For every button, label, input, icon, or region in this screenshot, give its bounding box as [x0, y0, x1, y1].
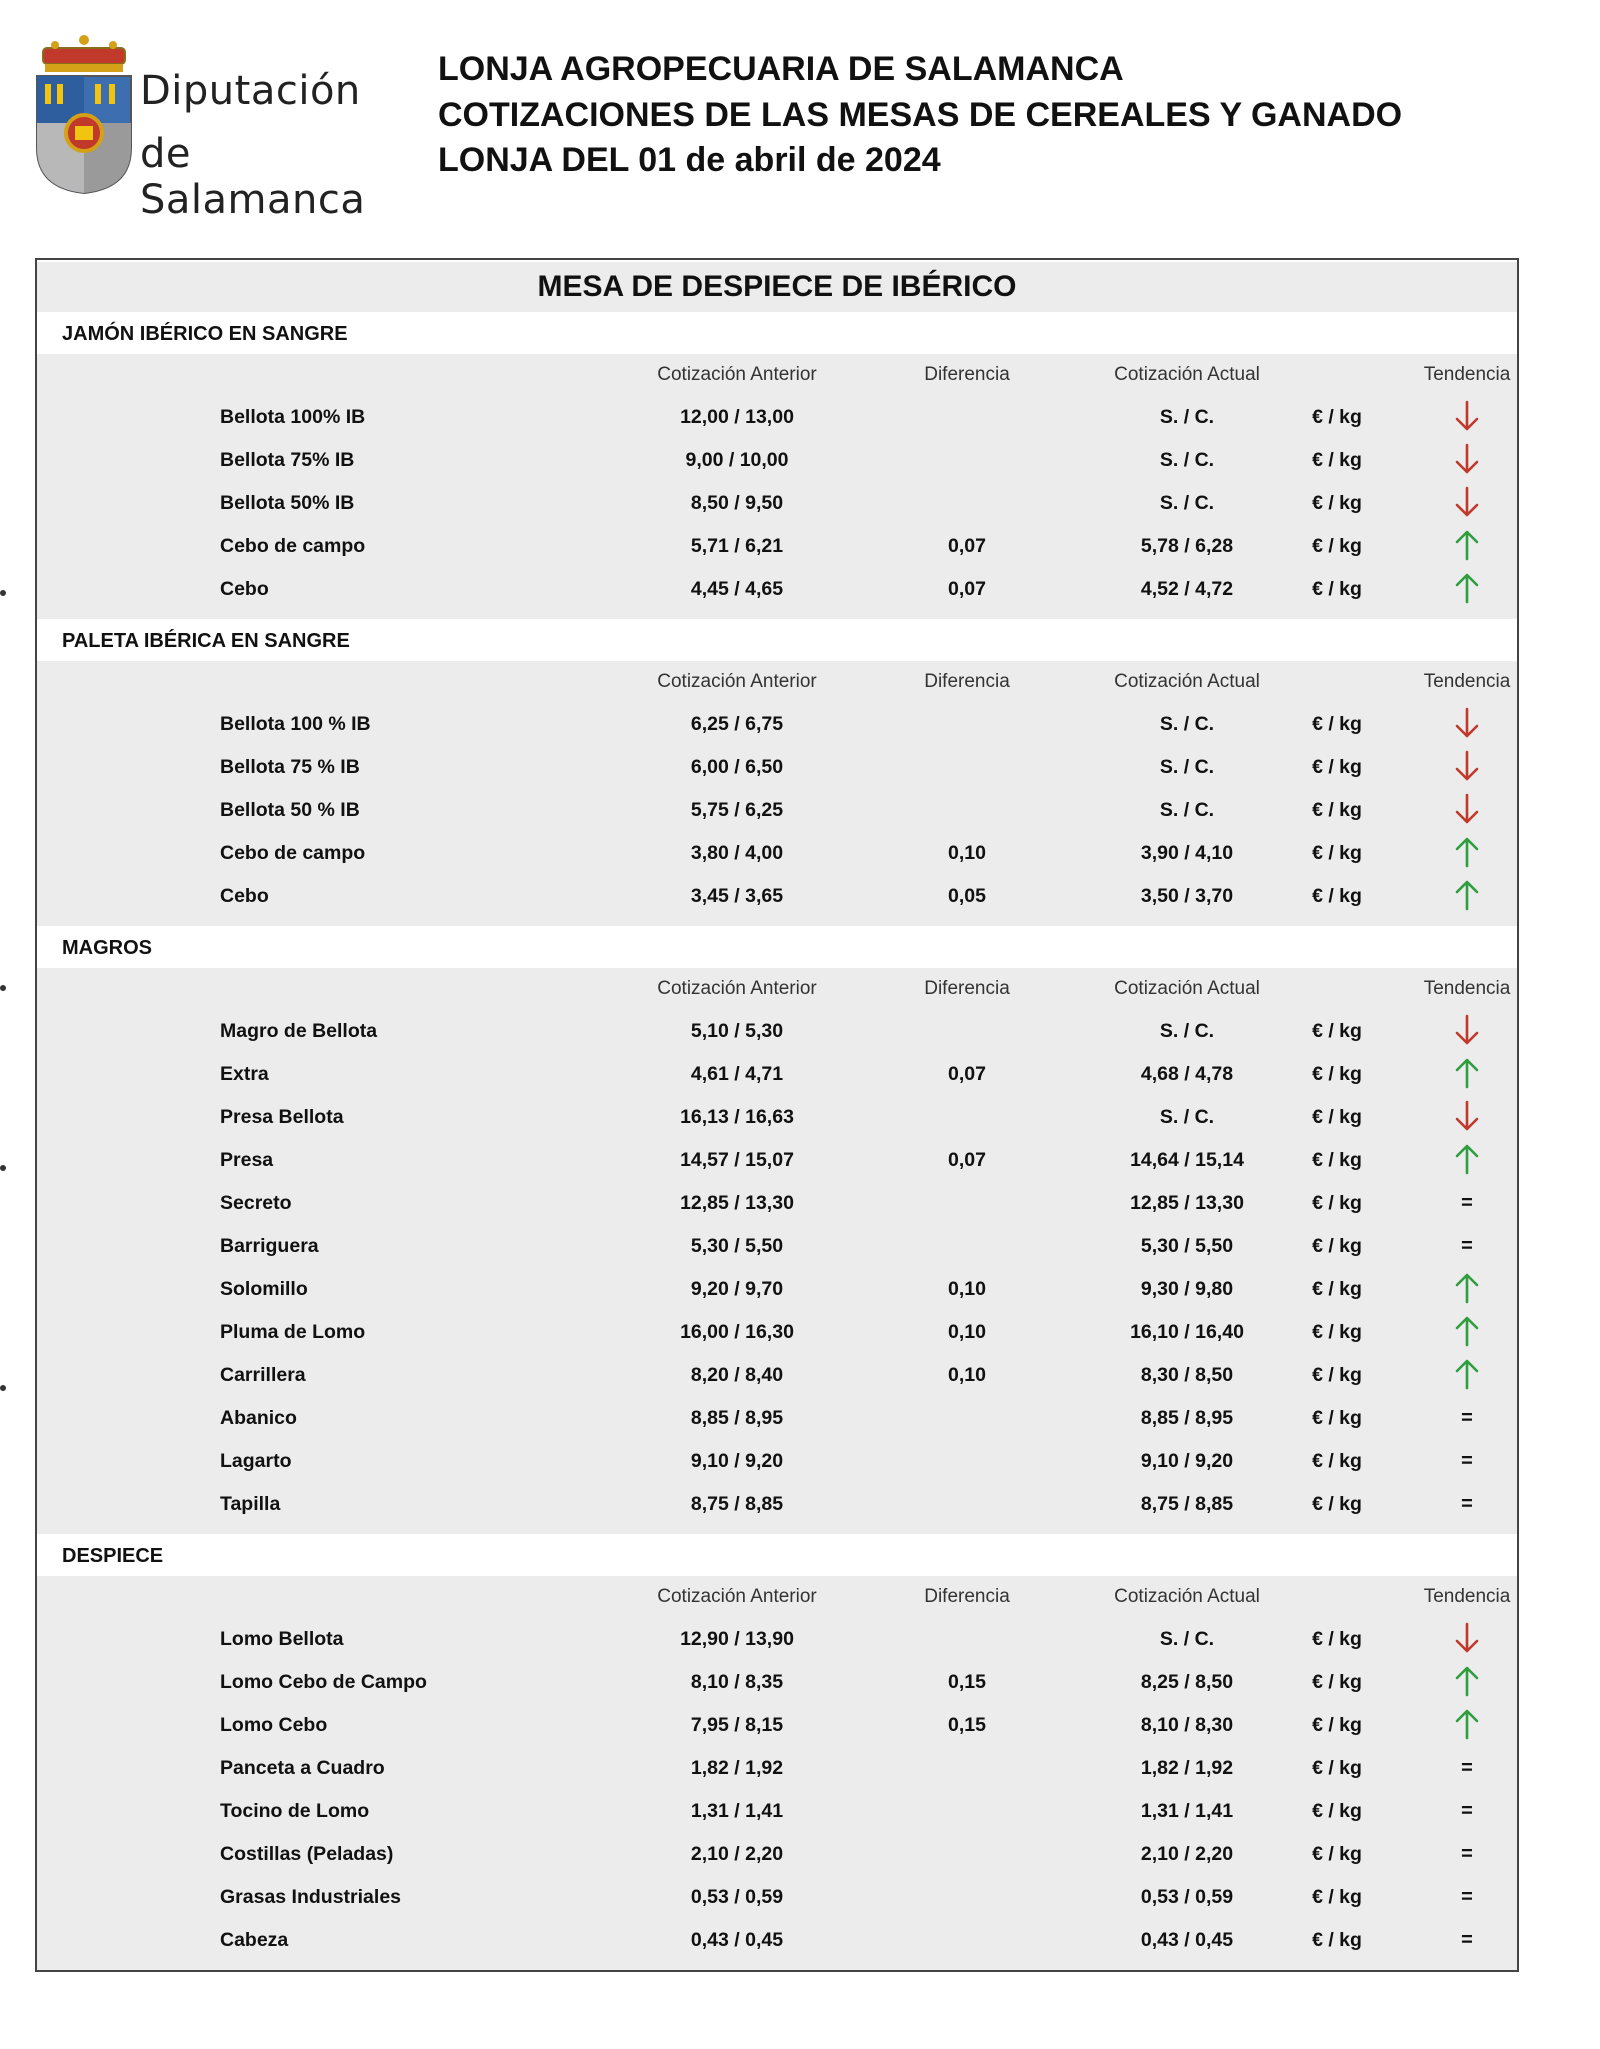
product-name: Barriguera: [220, 1235, 319, 1257]
section-body: [37, 661, 1517, 926]
previous-price: 2,10 / 2,20: [690, 1843, 784, 1865]
price-unit: € / kg: [1312, 492, 1362, 514]
price-difference: 0,10: [948, 842, 986, 864]
product-name: Presa Bellota: [220, 1106, 344, 1128]
price-unit: € / kg: [1312, 1192, 1362, 1214]
column-header-difference: Diferencia: [924, 978, 1010, 999]
previous-price: 8,20 / 8,40: [690, 1364, 784, 1386]
price-unit: € / kg: [1312, 842, 1362, 864]
price-unit: € / kg: [1312, 1020, 1362, 1042]
trend-stable-label: =: [1461, 1450, 1473, 1472]
section-title: MAGROS: [62, 937, 152, 959]
trend-indicator: [1437, 1057, 1497, 1089]
price-difference: 0,10: [948, 1364, 986, 1386]
section-title: PALETA IBÉRICA EN SANGRE: [62, 630, 350, 652]
current-price: S. / C.: [1159, 756, 1215, 778]
trend-up-arrow-icon: [1454, 529, 1480, 561]
product-name: Bellota 50 % IB: [220, 799, 360, 821]
price-difference: 0,10: [948, 1278, 986, 1300]
column-header-difference: Diferencia: [924, 671, 1010, 692]
trend-up-arrow-icon: [1454, 1358, 1480, 1390]
trend-indicator: [1437, 486, 1497, 518]
price-unit: € / kg: [1312, 1407, 1362, 1429]
price-unit: € / kg: [1312, 1235, 1362, 1257]
product-name: Bellota 75% IB: [220, 449, 355, 471]
org-name-line1: Diputación: [140, 68, 361, 114]
trend-indicator: [1437, 793, 1497, 825]
current-price: 8,30 / 8,50: [1140, 1364, 1234, 1386]
trend-up-arrow-icon: [1454, 1272, 1480, 1304]
previous-price: 5,30 / 5,50: [690, 1235, 784, 1257]
price-unit: € / kg: [1312, 1714, 1362, 1736]
trend-down-arrow-icon: [1454, 750, 1480, 782]
previous-price: 1,82 / 1,92: [690, 1757, 784, 1779]
product-name: Lomo Cebo de Campo: [220, 1671, 427, 1693]
trend-stable-label: =: [1461, 1886, 1473, 1908]
price-difference: 0,15: [948, 1671, 986, 1693]
price-unit: € / kg: [1312, 1493, 1362, 1515]
previous-price: 8,85 / 8,95: [690, 1407, 784, 1429]
price-difference: 0,07: [948, 1149, 986, 1171]
previous-price: 3,80 / 4,00: [690, 842, 784, 864]
scan-mark: [0, 985, 6, 991]
trend-up-arrow-icon: [1454, 1057, 1480, 1089]
product-name: Presa: [220, 1149, 274, 1171]
product-name: Magro de Bellota: [220, 1020, 378, 1042]
price-difference: 0,07: [948, 578, 986, 600]
trend-indicator: [1437, 1665, 1497, 1697]
trend-indicator: [1437, 529, 1497, 561]
product-name: Cebo de campo: [220, 535, 366, 557]
price-unit: € / kg: [1312, 1063, 1362, 1085]
trend-stable-label: =: [1461, 1929, 1473, 1951]
coat-of-arms-icon: [35, 28, 135, 198]
trend-indicator: [1437, 572, 1497, 604]
current-price: S. / C.: [1159, 406, 1215, 428]
product-name: Tocino de Lomo: [220, 1800, 370, 1822]
column-header-current: Cotización Actual: [1114, 1586, 1260, 1607]
previous-price: 0,53 / 0,59: [690, 1886, 784, 1908]
price-unit: € / kg: [1312, 1450, 1362, 1472]
price-unit: € / kg: [1312, 1800, 1362, 1822]
price-unit: € / kg: [1312, 406, 1362, 428]
current-price: 8,85 / 8,95: [1140, 1407, 1234, 1429]
product-name: Bellota 100 % IB: [220, 713, 371, 735]
current-price: 9,30 / 9,80: [1140, 1278, 1234, 1300]
trend-up-arrow-icon: [1454, 1665, 1480, 1697]
price-unit: € / kg: [1312, 756, 1362, 778]
section-header: [37, 926, 1517, 968]
page-title-line1: LONJA AGROPECUARIA DE SALAMANCA: [438, 50, 1124, 88]
current-price: 3,50 / 3,70: [1140, 885, 1234, 907]
product-name: Grasas Industriales: [220, 1886, 402, 1908]
product-name: Cebo: [220, 885, 269, 907]
product-name: Secreto: [220, 1192, 292, 1214]
column-header-current: Cotización Actual: [1114, 364, 1260, 385]
product-name: Cabeza: [220, 1929, 289, 1951]
trend-indicator: [1437, 836, 1497, 868]
current-price: 5,30 / 5,50: [1140, 1235, 1234, 1257]
current-price: 8,25 / 8,50: [1140, 1671, 1234, 1693]
previous-price: 5,71 / 6,21: [690, 535, 784, 557]
current-price: 4,68 / 4,78: [1140, 1063, 1234, 1085]
product-name: Bellota 75 % IB: [220, 756, 360, 778]
scan-mark: [0, 590, 6, 596]
previous-price: 12,00 / 13,00: [680, 406, 794, 428]
current-price: 1,31 / 1,41: [1140, 1800, 1234, 1822]
previous-price: 4,61 / 4,71: [690, 1063, 784, 1085]
price-difference: 0,07: [948, 535, 986, 557]
price-difference: 0,10: [948, 1321, 986, 1343]
trend-indicator: [1437, 707, 1497, 739]
column-header-current: Cotización Actual: [1114, 978, 1260, 999]
product-name: Tapilla: [220, 1493, 281, 1515]
current-price: S. / C.: [1159, 492, 1215, 514]
product-name: Solomillo: [220, 1278, 308, 1300]
previous-price: 4,45 / 4,65: [690, 578, 784, 600]
current-price: S. / C.: [1159, 713, 1215, 735]
trend-indicator: [1437, 1487, 1497, 1516]
price-unit: € / kg: [1312, 713, 1362, 735]
product-name: Carrillera: [220, 1364, 306, 1386]
column-header-trend: Tendencia: [1423, 978, 1511, 999]
price-unit: € / kg: [1312, 1149, 1362, 1171]
trend-stable-label: =: [1461, 1493, 1473, 1515]
trend-indicator: [1437, 1272, 1497, 1304]
previous-price: 9,00 / 10,00: [685, 449, 789, 471]
price-difference: 0,15: [948, 1714, 986, 1736]
section-title: JAMÓN IBÉRICO EN SANGRE: [62, 323, 348, 345]
product-name: Lagarto: [220, 1450, 292, 1472]
scan-mark: [0, 1385, 6, 1391]
trend-down-arrow-icon: [1454, 400, 1480, 432]
section-body: [37, 354, 1517, 619]
previous-price: 9,10 / 9,20: [690, 1450, 784, 1472]
price-unit: € / kg: [1312, 1671, 1362, 1693]
trend-indicator: [1437, 1923, 1497, 1952]
previous-price: 16,13 / 16,63: [680, 1106, 794, 1128]
column-header-trend: Tendencia: [1423, 1586, 1511, 1607]
price-unit: € / kg: [1312, 1886, 1362, 1908]
previous-price: 5,10 / 5,30: [690, 1020, 784, 1042]
trend-down-arrow-icon: [1454, 443, 1480, 475]
previous-price: 7,95 / 8,15: [690, 1714, 784, 1736]
previous-price: 9,20 / 9,70: [690, 1278, 784, 1300]
trend-down-arrow-icon: [1454, 1014, 1480, 1046]
price-unit: € / kg: [1312, 885, 1362, 907]
section-title: DESPIECE: [62, 1545, 164, 1567]
product-name: Pluma de Lomo: [220, 1321, 366, 1343]
current-price: 1,82 / 1,92: [1140, 1757, 1234, 1779]
trend-indicator: [1437, 1315, 1497, 1347]
trend-indicator: [1437, 879, 1497, 911]
price-unit: € / kg: [1312, 1843, 1362, 1865]
trend-up-arrow-icon: [1454, 1143, 1480, 1175]
trend-stable-label: =: [1461, 1192, 1473, 1214]
column-header-previous: Cotización Anterior: [657, 1586, 817, 1607]
trend-stable-label: =: [1461, 1407, 1473, 1429]
price-unit: € / kg: [1312, 1364, 1362, 1386]
current-price: 14,64 / 15,14: [1130, 1149, 1244, 1171]
previous-price: 6,25 / 6,75: [690, 713, 784, 735]
product-name: Lomo Bellota: [220, 1628, 344, 1650]
column-header-previous: Cotización Anterior: [657, 671, 817, 692]
trend-indicator: [1437, 1622, 1497, 1654]
product-name: Abanico: [220, 1407, 297, 1429]
section-header: [37, 1534, 1517, 1576]
trend-stable-label: =: [1461, 1843, 1473, 1865]
current-price: 8,75 / 8,85: [1140, 1493, 1234, 1515]
current-price: S. / C.: [1159, 1628, 1215, 1650]
previous-price: 12,85 / 13,30: [680, 1192, 794, 1214]
trend-indicator: [1437, 1229, 1497, 1258]
previous-price: 6,00 / 6,50: [690, 756, 784, 778]
column-header-difference: Diferencia: [924, 1586, 1010, 1607]
previous-price: 1,31 / 1,41: [690, 1800, 784, 1822]
price-unit: € / kg: [1312, 449, 1362, 471]
price-unit: € / kg: [1312, 1929, 1362, 1951]
trend-down-arrow-icon: [1454, 793, 1480, 825]
previous-price: 16,00 / 16,30: [680, 1321, 794, 1343]
trend-down-arrow-icon: [1454, 1622, 1480, 1654]
trend-indicator: [1437, 1100, 1497, 1132]
page-title-line2: COTIZACIONES DE LAS MESAS DE CEREALES Y GANADO: [438, 96, 1403, 134]
trend-indicator: [1437, 443, 1497, 475]
section-header: [37, 312, 1517, 354]
trend-indicator: [1437, 1014, 1497, 1046]
trend-indicator: [1437, 1751, 1497, 1780]
price-difference: 0,05: [948, 885, 986, 907]
trend-indicator: [1437, 1708, 1497, 1740]
column-header-difference: Diferencia: [924, 364, 1010, 385]
product-name: Cebo de campo: [220, 842, 366, 864]
section-body: [37, 968, 1517, 1534]
price-unit: € / kg: [1312, 535, 1362, 557]
trend-up-arrow-icon: [1454, 1315, 1480, 1347]
current-price: 16,10 / 16,40: [1130, 1321, 1244, 1343]
trend-indicator: [1437, 1444, 1497, 1473]
current-price: 0,53 / 0,59: [1140, 1886, 1234, 1908]
product-name: Costillas (Peladas): [220, 1843, 394, 1865]
product-name: Bellota 100% IB: [220, 406, 366, 428]
trend-up-arrow-icon: [1454, 572, 1480, 604]
current-price: 2,10 / 2,20: [1140, 1843, 1234, 1865]
price-unit: € / kg: [1312, 1321, 1362, 1343]
current-price: 5,78 / 6,28: [1140, 535, 1234, 557]
column-header-previous: Cotización Anterior: [657, 364, 817, 385]
previous-price: 0,43 / 0,45: [690, 1929, 784, 1951]
section-body: [37, 1576, 1517, 1970]
current-price: S. / C.: [1159, 1020, 1215, 1042]
price-table: [35, 258, 1519, 1972]
previous-price: 8,75 / 8,85: [690, 1493, 784, 1515]
current-price: 12,85 / 13,30: [1130, 1192, 1244, 1214]
column-header-trend: Tendencia: [1423, 671, 1511, 692]
page-title-date: LONJA DEL 01 de abril de 2024: [438, 141, 941, 179]
previous-price: 12,90 / 13,90: [680, 1628, 794, 1650]
org-name-line2: de Salamanca: [140, 131, 366, 223]
price-unit: € / kg: [1312, 1628, 1362, 1650]
column-header-current: Cotización Actual: [1114, 671, 1260, 692]
product-name: Lomo Cebo: [220, 1714, 328, 1736]
trend-down-arrow-icon: [1454, 1100, 1480, 1132]
current-price: S. / C.: [1159, 1106, 1215, 1128]
trend-up-arrow-icon: [1454, 1708, 1480, 1740]
current-price: 0,43 / 0,45: [1140, 1929, 1234, 1951]
trend-up-arrow-icon: [1454, 879, 1480, 911]
trend-indicator: [1437, 1837, 1497, 1866]
current-price: 4,52 / 4,72: [1140, 578, 1234, 600]
trend-stable-label: =: [1461, 1800, 1473, 1822]
diputacion-logo: [35, 28, 375, 223]
price-unit: € / kg: [1312, 1757, 1362, 1779]
price-unit: € / kg: [1312, 799, 1362, 821]
price-unit: € / kg: [1312, 1278, 1362, 1300]
current-price: S. / C.: [1159, 449, 1215, 471]
product-name: Panceta a Cuadro: [220, 1757, 385, 1779]
column-header-trend: Tendencia: [1423, 364, 1511, 385]
price-unit: € / kg: [1312, 1106, 1362, 1128]
trend-down-arrow-icon: [1454, 707, 1480, 739]
column-header-previous: Cotización Anterior: [657, 978, 817, 999]
trend-down-arrow-icon: [1454, 486, 1480, 518]
product-name: Bellota 50% IB: [220, 492, 355, 514]
product-name: Cebo: [220, 578, 269, 600]
current-price: 8,10 / 8,30: [1140, 1714, 1234, 1736]
price-unit: € / kg: [1312, 578, 1362, 600]
trend-indicator: [1437, 400, 1497, 432]
product-name: Extra: [220, 1063, 269, 1085]
price-difference: 0,07: [948, 1063, 986, 1085]
current-price: S. / C.: [1159, 799, 1215, 821]
previous-price: 8,10 / 8,35: [690, 1671, 784, 1693]
previous-price: 8,50 / 9,50: [690, 492, 784, 514]
table-title: MESA DE DESPIECE DE IBÉRICO: [37, 262, 1517, 312]
trend-indicator: [1437, 1143, 1497, 1175]
trend-indicator: [1437, 1401, 1497, 1430]
trend-indicator: [1437, 1880, 1497, 1909]
trend-indicator: [1437, 1794, 1497, 1823]
previous-price: 14,57 / 15,07: [680, 1149, 794, 1171]
current-price: 9,10 / 9,20: [1140, 1450, 1234, 1472]
trend-indicator: [1437, 1358, 1497, 1390]
trend-up-arrow-icon: [1454, 836, 1480, 868]
scan-mark: [0, 1165, 6, 1171]
previous-price: 3,45 / 3,65: [690, 885, 784, 907]
trend-indicator: [1437, 750, 1497, 782]
current-price: 3,90 / 4,10: [1140, 842, 1234, 864]
previous-price: 5,75 / 6,25: [690, 799, 784, 821]
trend-indicator: [1437, 1186, 1497, 1215]
trend-stable-label: =: [1461, 1757, 1473, 1779]
section-header: [37, 619, 1517, 661]
trend-stable-label: =: [1461, 1235, 1473, 1257]
